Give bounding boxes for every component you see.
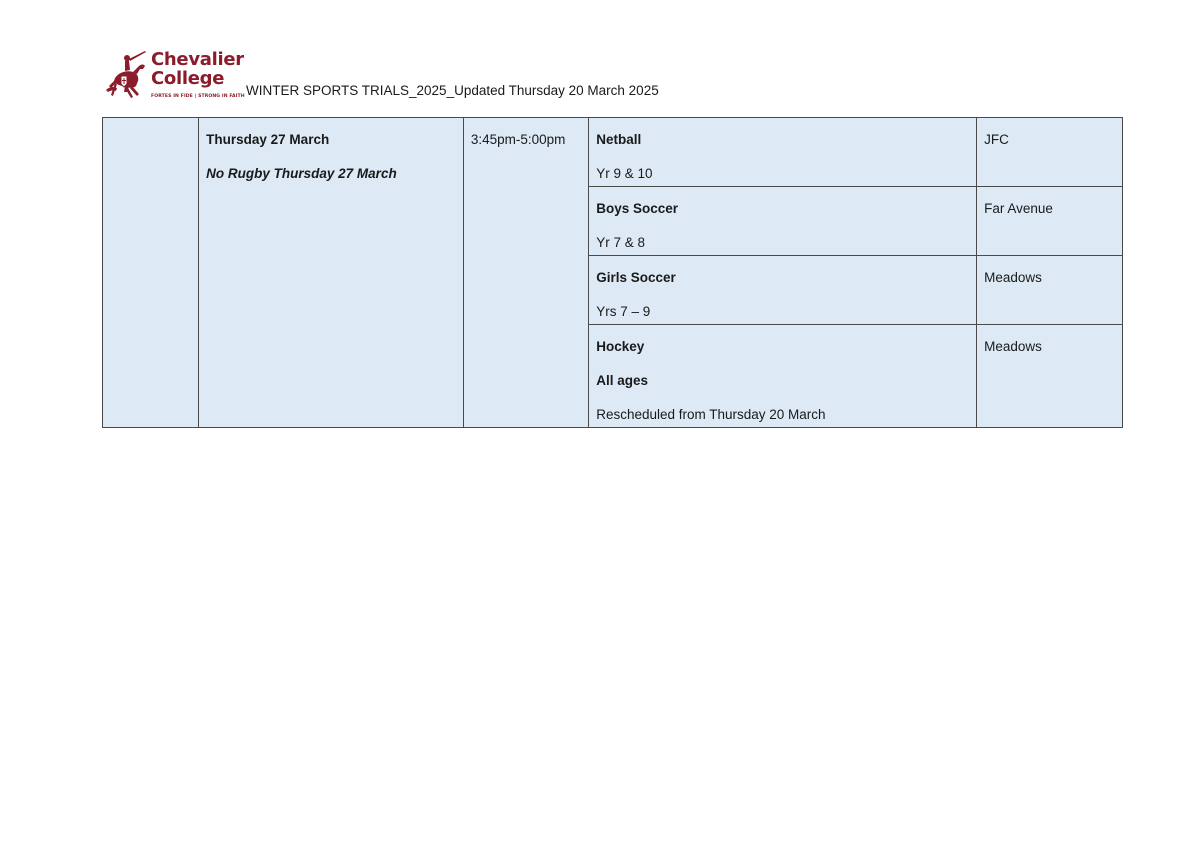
day-note: No Rugby Thursday 27 March xyxy=(206,166,397,181)
sport-ages: Yr 7 & 8 xyxy=(596,235,645,250)
logo-motto: FORTES IN FIDE | STRONG IN FAITH xyxy=(151,94,245,99)
venue-name: Meadows xyxy=(984,270,1042,285)
venue-cell xyxy=(977,118,1123,187)
logo-name-2: College xyxy=(151,68,225,89)
sport-cell xyxy=(589,256,977,325)
day-label: Thursday 27 March xyxy=(206,132,330,147)
logo-text xyxy=(151,50,245,100)
trials-schedule-table xyxy=(102,117,1123,428)
time-cell xyxy=(463,118,588,428)
venue-cell xyxy=(977,325,1123,428)
sport-name: Hockey xyxy=(596,339,645,354)
sport-ages: Yr 9 & 10 xyxy=(596,166,653,181)
logo-name: Chevalier xyxy=(151,49,244,70)
venue-cell xyxy=(977,256,1123,325)
sport-ages: Yrs 7 – 9 xyxy=(596,304,651,319)
college-logo xyxy=(103,50,245,100)
sport-cell xyxy=(589,118,977,187)
blank-cell xyxy=(103,118,199,428)
venue-name: Meadows xyxy=(984,339,1042,354)
sport-name: Boys Soccer xyxy=(596,201,678,216)
table-row xyxy=(103,118,1123,187)
sport-cell xyxy=(589,187,977,256)
document-header xyxy=(103,48,659,100)
time-label: 3:45pm-5:00pm xyxy=(470,132,566,147)
document-title: WINTER SPORTS TRIALS_2025_Updated Thursday 20 March 2025 xyxy=(246,83,659,98)
venue-cell xyxy=(977,187,1123,256)
date-cell xyxy=(199,118,464,428)
venue-name: Far Avenue xyxy=(984,201,1053,216)
horse-rider-logo-icon xyxy=(103,50,149,100)
sport-ages: All ages xyxy=(596,373,648,388)
sport-cell xyxy=(589,325,977,428)
sport-note: Rescheduled from Thursday 20 March xyxy=(596,407,826,422)
sport-name: Girls Soccer xyxy=(596,270,676,285)
venue-name: JFC xyxy=(984,132,1009,147)
sport-name: Netball xyxy=(596,132,642,147)
